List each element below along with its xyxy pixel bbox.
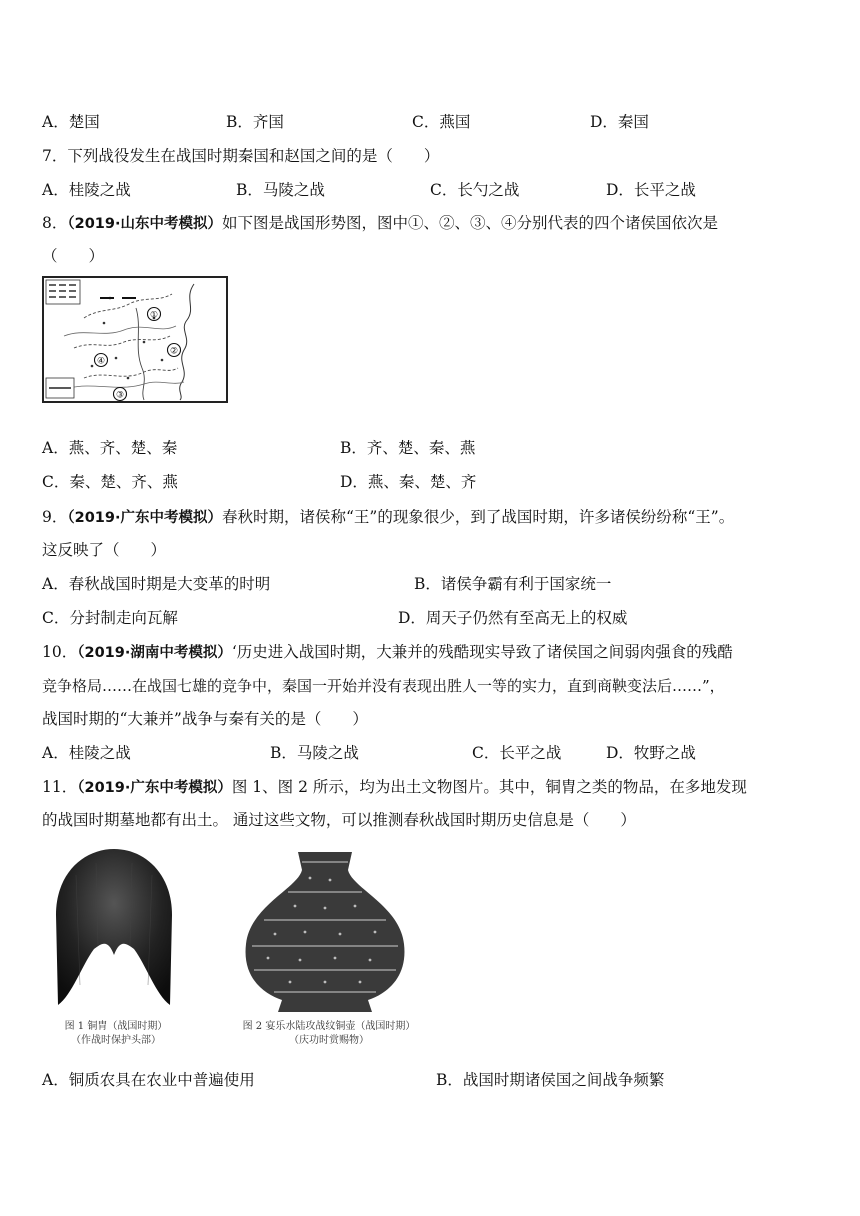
q11-stem-line1 bbox=[42, 777, 747, 798]
q9-source: （2019·广东中考模拟） bbox=[67, 510, 222, 526]
q9-number: 9． bbox=[42, 508, 68, 526]
q8-option-c[interactable]: C．秦、楚、齐、燕 bbox=[42, 473, 178, 491]
q7-option-d[interactable]: D．长平之战 bbox=[606, 181, 696, 199]
helmet-image bbox=[46, 845, 182, 1015]
fig1-caption-line2: （作战时保护头部） bbox=[71, 1035, 161, 1046]
q10-option-d[interactable]: D．牧野之战 bbox=[606, 744, 696, 762]
q11-option-b[interactable]: B．战国时期诸侯国之间战争频繁 bbox=[436, 1071, 665, 1089]
q8-stem-line2: （ ） bbox=[42, 247, 105, 265]
q11-stem-text: 图 1、图 2 所示，均为出土文物图片。其中，铜胄之类的物品，在多地发现 bbox=[231, 778, 747, 796]
q8-option-b[interactable]: B．齐、楚、秦、燕 bbox=[340, 439, 476, 457]
q8-number: 8． bbox=[42, 214, 68, 232]
map-drawing bbox=[44, 278, 226, 401]
q10-stem-text: ‘历史进入战国时期，大兼并的残酷现实导致了诸侯国之间弱肉强食的残酷 bbox=[231, 643, 733, 661]
q8-source: （2019·山东中考模拟） bbox=[67, 216, 222, 232]
fig2-caption-line2: （庆功时赏赐物） bbox=[289, 1035, 369, 1046]
q6-option-c[interactable]: C．燕国 bbox=[412, 113, 471, 131]
map-label-1: ① bbox=[149, 310, 159, 321]
q6-option-d[interactable]: D．秦国 bbox=[590, 113, 649, 131]
q7-option-c[interactable]: C．长勺之战 bbox=[430, 181, 520, 199]
figure-1-bronze-helmet bbox=[46, 845, 182, 1015]
q6-option-a[interactable]: A．楚国 bbox=[42, 113, 100, 131]
q11-stem-line2: 的战国时期墓地都有出土。 通过这些文物，可以推测春秋战国时期历史信息是（ ） bbox=[42, 811, 636, 829]
fig2-caption-line1: 图 2 宴乐水陆攻战纹铜壶（战国时期） bbox=[242, 1021, 416, 1032]
q9-stem-line1 bbox=[42, 507, 734, 528]
q7-option-b[interactable]: B．马陵之战 bbox=[236, 181, 325, 199]
map-legend bbox=[46, 280, 80, 304]
q6-option-b[interactable]: B．齐国 bbox=[226, 113, 284, 131]
q10-number: 10． bbox=[42, 643, 78, 661]
q10-stem-line1 bbox=[42, 642, 733, 663]
q11-source: （2019·广东中考模拟） bbox=[77, 780, 232, 796]
q8-stem-text: 如下图是战国形势图，图中①、②、③、④分别代表的四个诸侯国依次是 bbox=[222, 214, 719, 232]
warring-states-map bbox=[42, 276, 228, 403]
q10-option-b[interactable]: B．马陵之战 bbox=[270, 744, 359, 762]
q11-option-a[interactable]: A．铜质农具在农业中普遍使用 bbox=[42, 1071, 255, 1089]
map-label-3: ③ bbox=[115, 390, 125, 401]
map-label-2: ② bbox=[169, 346, 179, 357]
q10-option-a[interactable]: A．桂陵之战 bbox=[42, 744, 131, 762]
q9-stem-line2: 这反映了（ ） bbox=[42, 541, 167, 559]
q7-option-a[interactable]: A．桂陵之战 bbox=[42, 181, 131, 199]
q11-number: 11． bbox=[42, 778, 78, 796]
figure-2-bronze-pot bbox=[240, 848, 410, 1016]
fig1-caption-line1: 图 1 铜胄（战国时期） bbox=[64, 1021, 168, 1032]
q8-stem-line1 bbox=[42, 213, 718, 234]
q10-source: （2019·湖南中考模拟） bbox=[77, 645, 232, 661]
map-label-4: ④ bbox=[96, 356, 106, 367]
q10-stem-line2: 竞争格局……在战国七雄的竞争中，秦国一开始并没有表现出胜人一等的实力，直到商鞅变法后……”， bbox=[42, 677, 725, 695]
q9-option-a[interactable]: A．春秋战国时期是大变革的时明 bbox=[42, 575, 271, 593]
q8-option-d[interactable]: D．燕、秦、楚、齐 bbox=[340, 473, 477, 491]
q8-option-a[interactable]: A．燕、齐、楚、秦 bbox=[42, 439, 178, 457]
q7-stem: 7．下列战役发生在战国时期秦国和赵国之间的是（ ） bbox=[42, 147, 440, 165]
q9-option-b[interactable]: B．诸侯争霸有利于国家统一 bbox=[414, 575, 612, 593]
q10-stem-line3: 战国时期的“大兼并”战争与秦有关的是（ ） bbox=[42, 710, 368, 728]
q9-option-d[interactable]: D．周天子仍然有至高无上的权威 bbox=[398, 609, 628, 627]
q10-option-c[interactable]: C．长平之战 bbox=[472, 744, 562, 762]
q9-option-c[interactable]: C．分封制走向瓦解 bbox=[42, 609, 178, 627]
bronze-pot-image bbox=[240, 848, 410, 1016]
q9-stem-text: 春秋时期，诸侯称“王”的现象很少，到了战国时期，许多诸侯纷纷称“王”。 bbox=[222, 508, 735, 526]
